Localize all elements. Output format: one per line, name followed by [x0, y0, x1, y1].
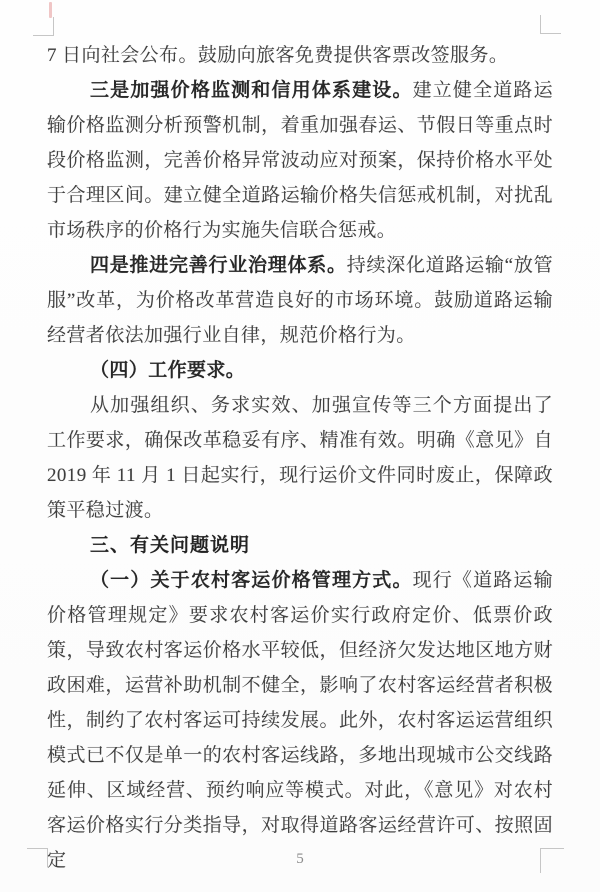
text-boundary-mark-top-right: [540, 15, 561, 34]
paragraph-lead: （一）关于农村客运价格管理方式。: [90, 570, 413, 591]
text-boundary-mark-top-left: [33, 17, 54, 36]
paragraph-text: 7 日向社会公布。鼓励向旅客免费提供客票改签服务。: [47, 45, 509, 66]
paragraph-text: 现行《道路运输价格管理规定》要求农村客运价实行政府定价、低票价政策，导致农村客运价格水平较低，但经济欠发达地区地方财政困难，运营补助机制不健全，影响了农村客运经营者积极性，制约了农村客运可持续发展。此外，农村客运运营组织模式已不仅是单一的农村客运线路，多地出现城市公交线路延伸、区域经营、预约响应等模式。对此，《意见》对农村客运价格实行分类指导，对取得道路客运经营许可、按照固定: [47, 570, 553, 871]
section-heading-related-issues: [47, 528, 553, 563]
paragraph-lead: 三是加强价格监测和信用体系建设。: [90, 80, 413, 101]
paragraph-rural-transport-pricing: [47, 563, 553, 878]
paragraph-text: 持续深化道路运输“放管服”改革，为价格改革营造良好的市场环境。鼓励道路运输经营者依法加强行业自律，规范价格行为。: [47, 255, 553, 346]
paragraph-text: 从加强组织、务求实效、加强宣传等三个方面提出了工作要求，确保改革稳妥有序、精准有效。明确《意见》自 2019 年 11 月 1 日起实行，现行运价文件同时废止，保障政策平稳过渡。: [47, 395, 553, 521]
paragraph-work-requirements: [47, 353, 553, 388]
paragraph-lead: （四）工作要求。: [90, 360, 246, 381]
page-text-area: [47, 38, 553, 878]
paragraph-lead: 四是推进完善行业治理体系。: [90, 255, 347, 276]
paragraph-text: 建立健全道路运输价格监测分析预警机制，着重加强春运、节假日等重点时段价格监测，完善价格异常波动应对预案，保持价格水平处于合理区间。建立健全道路运输价格失信惩戒机制，对扰乱市场秩序的价格行为实施失信联合惩戒。: [47, 80, 553, 241]
page-number: 5: [296, 851, 304, 867]
red-annotation-mark: [49, 2, 52, 18]
paragraph-point-three: [47, 73, 553, 248]
section-heading-text: 三、有关问题说明: [90, 535, 251, 556]
paragraph-work-requirements-detail: [47, 388, 553, 528]
paragraph-point-four: [47, 248, 553, 353]
paragraph-continuation: [47, 38, 553, 73]
